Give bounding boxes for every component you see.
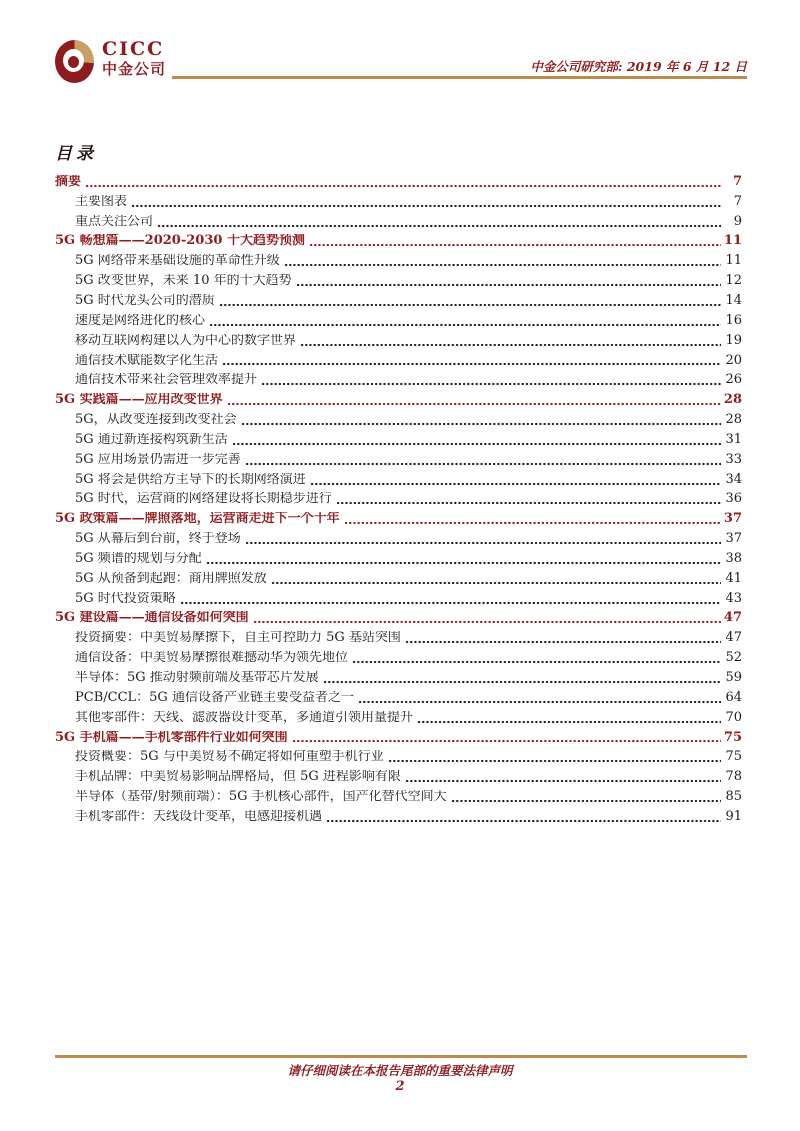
toc-entry-label: 手机品牌：中美贸易影响品牌格局，但 5G 进程影响有限 [75,770,401,785]
toc-entry[interactable] [55,647,742,667]
toc-entry[interactable] [55,489,742,509]
toc-entry[interactable] [55,528,742,548]
toc-leader-dots [241,422,721,426]
toc-entry[interactable] [55,548,742,568]
toc-entry-label: 5G 畅想篇——2020-2030 十大趋势预测 [55,234,305,249]
toc-leader-dots [417,720,721,724]
toc-entry-page: 34 [725,471,742,487]
toc-entry[interactable] [55,231,742,251]
toc-entry-label: 通信技术赋能数字化生活 [75,353,219,368]
footer-page-number: 2 [395,1079,405,1094]
toc-entry-label: 5G 将会是供给方主导下的长期网络演进 [75,472,306,487]
toc-entry-label: 5G 频谱的规划与分配 [75,551,202,566]
toc-entry-label: 5G 时代龙头公司的潜质 [75,293,215,308]
toc-entry-page: 41 [725,570,742,586]
toc-entry-label: 5G 通过新连接构筑新生活 [75,432,228,447]
toc-entry-page: 20 [725,352,742,368]
logo-core-dot [68,56,79,68]
toc-entry-label: 投资概要：5G 与中美贸易不确定将如何重塑手机行业 [75,750,384,765]
toc-entry[interactable] [55,588,742,608]
toc-leader-dots [284,263,721,267]
toc-entry-label: 5G，从改变连接到改变社会 [75,413,237,428]
toc-leader-dots [261,382,721,386]
toc-leader-dots [344,521,721,525]
logo-chinese-label: 中金公司 [102,60,167,78]
toc-entry[interactable] [55,211,742,231]
toc-entry[interactable] [55,806,742,826]
toc-entry-label: 摘要 [55,174,82,189]
toc-entry[interactable] [55,409,742,429]
toc-entry-page: 31 [725,431,742,447]
toc-leader-dots [300,343,721,347]
toc-entry-label: PCB/CCL：5G 通信设备产业链主要受益者之一 [75,690,354,705]
toc-leader-dots [326,819,721,823]
toc-leader-dots [358,700,721,704]
toc-entry-page: 36 [725,491,742,507]
toc-entry[interactable] [55,469,742,489]
toc-entry[interactable] [55,449,742,469]
toc-entry[interactable] [55,270,742,290]
toc-entry[interactable] [55,171,742,191]
toc-entry-page: 16 [725,312,742,328]
logo-text [102,40,166,77]
toc-leader-dots [405,640,721,644]
toc-leader-dots [310,482,721,486]
toc-entry[interactable] [55,627,742,647]
toc-entry-label: 5G 政策篇——牌照落地，运营商走进下一个十年 [55,512,340,527]
toc-entry-page: 26 [725,372,742,388]
toc-entry-page: 52 [725,650,742,666]
toc-entry-page: 75 [723,729,742,745]
toc-entry[interactable] [55,310,742,330]
footer-rule [55,1055,747,1058]
toc-leader-dots [271,581,721,585]
toc-entry-page: 28 [723,392,742,408]
toc-entry-label: 其他零部件：天线、滤波器设计变革，多通道引领用量提升 [75,710,414,725]
toc-entry[interactable] [55,727,742,747]
toc-entry-label: 通信设备：中美贸易摩擦很难撼动华为领先地位 [75,651,349,666]
toc-entry-page: 75 [725,749,742,765]
cicc-logo-icon [55,40,94,83]
toc-entry-page: 47 [725,630,742,646]
toc-entry-label: 移动互联网构建以人为中心的数字世界 [75,333,297,348]
toc-entry-label: 速度是网络进化的核心 [75,313,206,328]
toc-entry[interactable] [55,707,742,727]
toc-entry[interactable] [55,687,742,707]
research-dept-date: 中金公司研究部: 2019 年 6 月 12 日 [530,59,747,74]
toc-entry[interactable] [55,389,742,409]
toc-leader-dots [157,224,721,228]
toc-entry-page: 12 [725,273,742,289]
toc-leader-dots [245,462,721,466]
toc-title: 目录 [55,144,97,164]
toc-entry-page: 38 [725,550,742,566]
toc-leader-dots [209,323,721,327]
toc-entry-page: 78 [725,769,742,785]
toc-entry-page: 7 [733,193,742,209]
toc-entry-label: 5G 从幕后到台前，终于登场 [75,532,241,547]
toc-entry[interactable] [55,350,742,370]
toc-entry-label: 半导体（基带/射频前端）：5G 手机核心部件，国产化替代空间大 [75,790,447,805]
toc-entry-label: 5G 建设篇——通信设备如何突围 [55,611,249,626]
toc-entry[interactable] [55,250,742,270]
toc-entry[interactable] [55,746,742,766]
toc-leader-dots [180,601,721,605]
toc-leader-dots [85,184,721,188]
toc-entry-page: 91 [725,808,742,824]
header-rule [172,76,747,79]
footer-disclaimer: 请仔细阅读在本报告尾部的重要法律声明 [287,1063,513,1078]
toc-entry-page: 64 [725,689,742,705]
toc-leader-dots [451,799,721,803]
toc-entry-page: 28 [725,412,742,428]
toc-entry-page: 59 [725,670,742,685]
toc-leader-dots [227,402,721,406]
toc-entry[interactable] [55,429,742,449]
toc-list [55,171,742,826]
toc-entry-label: 5G 手机篇——手机零部件行业如何突围 [55,730,288,745]
toc-entry[interactable] [55,330,742,350]
toc-leader-dots [296,283,721,287]
toc-entry-label: 5G 实践篇——应用改变世界 [55,393,223,408]
toc-entry-page: 33 [725,451,742,467]
toc-leader-dots [405,779,721,783]
toc-leader-dots [309,243,721,247]
toc-entry-label: 5G 应用场景仍需进一步完善 [75,452,241,467]
toc-leader-dots [323,680,721,684]
toc-leader-dots [232,442,721,446]
cicc-logo [55,40,166,83]
toc-entry-label: 投资摘要：中美贸易摩擦下，自主可控助力 5G 基站突围 [75,631,401,646]
toc-entry-label: 重点关注公司 [75,214,154,229]
toc-entry-label: 主要图表 [75,194,128,209]
toc-entry-label: 5G 时代，运营商的网络建设将长期稳步进行 [75,492,332,507]
toc-entry-page: 37 [725,531,742,547]
toc-entry[interactable] [55,667,742,687]
toc-entry[interactable] [55,608,742,628]
toc-entry-label: 5G 时代投资策略 [75,591,176,606]
toc-leader-dots [219,303,721,307]
toc-entry-page: 11 [725,253,742,269]
toc-leader-dots [388,759,721,763]
toc-leader-dots [253,620,721,624]
toc-leader-dots [292,739,721,743]
toc-entry-page: 70 [725,709,742,725]
toc-entry-page: 37 [723,511,742,527]
toc-leader-dots [245,541,721,545]
toc-entry-page: 85 [725,789,742,805]
toc-leader-dots [352,660,721,664]
toc-entry-page: 47 [723,610,742,626]
toc-entry-page: 19 [725,332,742,348]
logo-cicc-label: CICC [102,38,165,60]
toc-entry-page: 43 [725,590,742,606]
toc-entry-page: 11 [723,233,742,249]
toc-entry-label: 手机零部件：天线设计变革，电感迎接机遇 [75,809,323,824]
toc-entry-label: 5G 改变世界，未来 10 年的十大趋势 [75,274,292,289]
toc-entry-page: 7 [732,173,742,189]
toc-entry[interactable] [55,786,742,806]
toc-entry-label: 5G 从预备到起跑：商用牌照发放 [75,571,267,586]
toc-leader-dots [131,204,721,208]
toc-leader-dots [336,501,721,505]
toc-entry[interactable] [55,191,742,211]
toc-entry-label: 半导体：5G 推动射频前端及基带芯片发展 [75,671,319,685]
toc-entry[interactable] [55,369,742,389]
toc-entry-label: 通信技术带来社会管理效率提升 [75,373,258,388]
toc-entry-label: 5G 网络带来基础设施的革命性升级 [75,254,280,269]
toc-entry-page: 9 [733,213,742,229]
toc-entry[interactable] [55,766,742,786]
toc-entry-page: 14 [725,292,742,308]
toc-entry[interactable] [55,508,742,528]
toc-leader-dots [206,561,721,565]
toc-entry[interactable] [55,568,742,588]
toc-leader-dots [222,362,721,366]
toc-entry[interactable] [55,290,742,310]
